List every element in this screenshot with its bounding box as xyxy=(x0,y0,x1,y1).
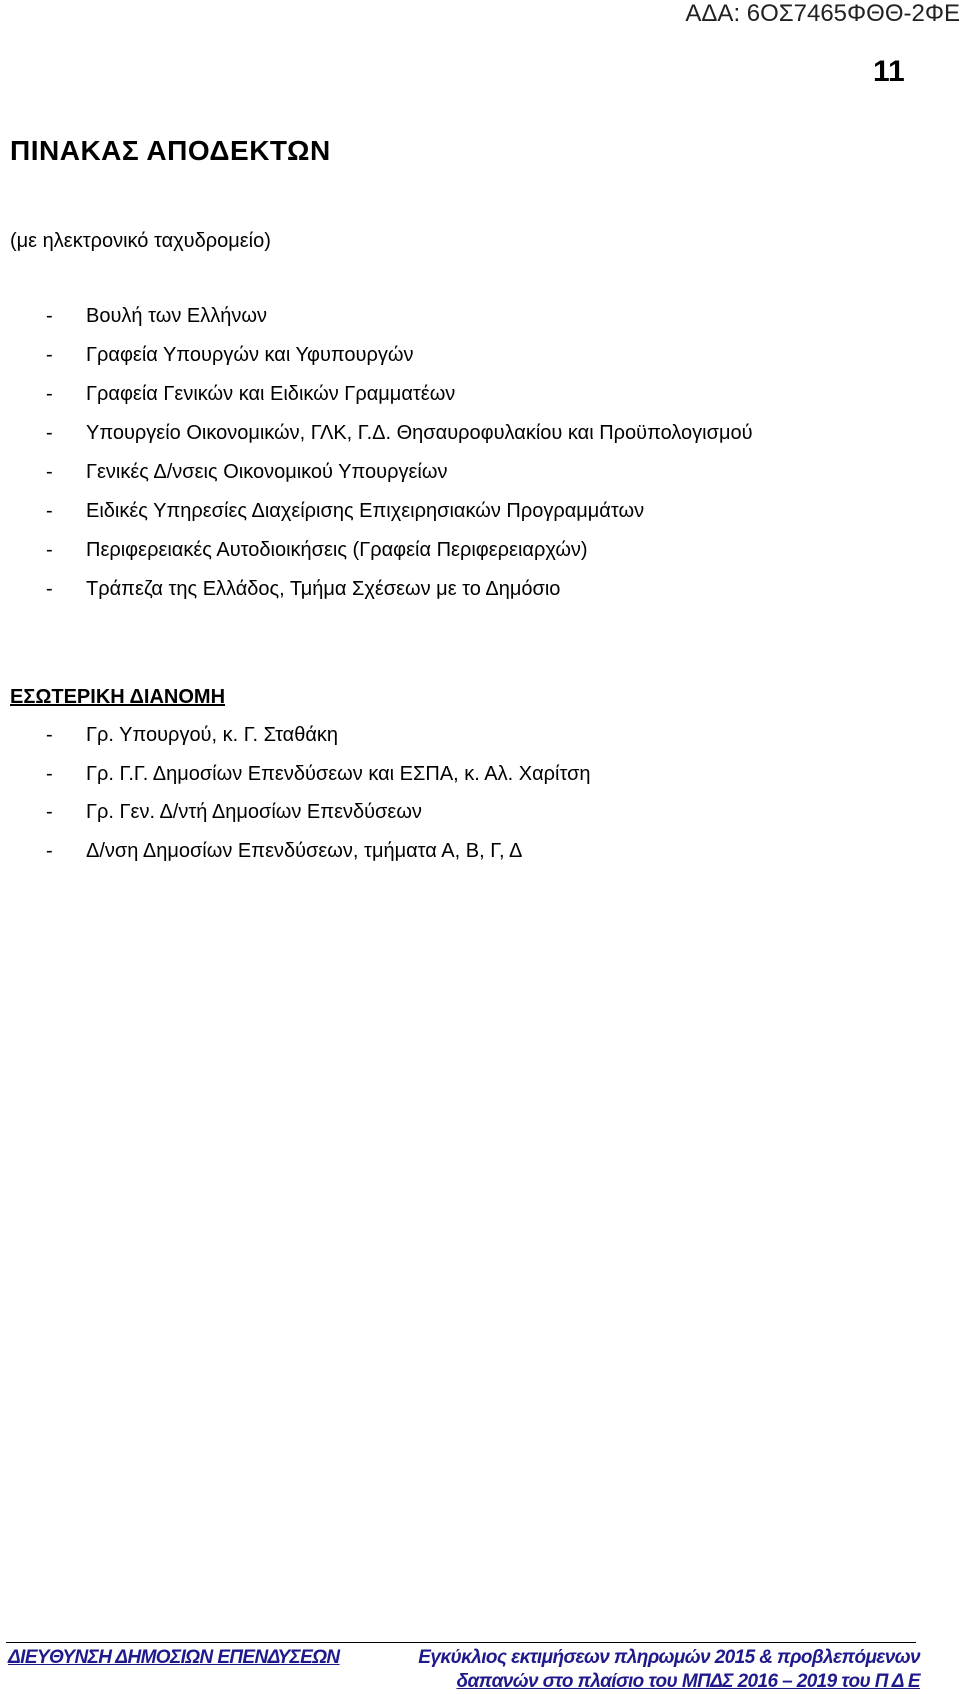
bullet-dash: - xyxy=(46,383,53,405)
internal-distribution-heading: ΕΣΩΤΕΡΙΚΗ ΔΙΑΝΟΜΗ xyxy=(10,686,226,708)
recipient-list xyxy=(40,303,753,615)
bullet-dash: - xyxy=(46,500,53,522)
bullet-dash: - xyxy=(46,305,53,327)
footer-department: ΔΙΕΥΘΥΝΣΗ ΔΗΜΟΣΙΩΝ ΕΠΕΝΔΥΣΕΩΝ xyxy=(8,1647,340,1668)
recipient-item xyxy=(40,459,753,498)
bullet-dash: - xyxy=(46,839,53,862)
footer-circular-line-2: δαπανών στο πλαίσιο του ΜΠΔΣ 2016 – 2019 του Π Δ Ε xyxy=(456,1671,920,1692)
bullet-dash: - xyxy=(46,578,53,600)
recipient-item xyxy=(40,498,753,537)
recipient-label: Τράπεζα της Ελλάδος, Τμήμα Σχέσεων με το Δημόσιο xyxy=(86,578,561,600)
recipient-label: Γραφεία Υπουργών και Υφυπουργών xyxy=(86,344,414,366)
delivery-method-note: (με ηλεκτρονικό ταχυδρομείο) xyxy=(10,230,271,252)
internal-item xyxy=(40,722,591,761)
recipient-item xyxy=(40,576,753,615)
recipient-label: Περιφερειακές Αυτοδιοικήσεις (Γραφεία Περιφερειαρχών) xyxy=(86,539,588,561)
internal-label: Γρ. Υπουργού, κ. Γ. Σταθάκη xyxy=(86,724,339,746)
page-title: ΠΙΝΑΚΑΣ ΑΠΟΔΕΚΤΩΝ xyxy=(10,135,331,166)
recipient-item xyxy=(40,381,753,420)
bullet-dash: - xyxy=(46,762,53,785)
recipient-label: Γραφεία Γενικών και Ειδικών Γραμματέων xyxy=(86,383,456,405)
recipient-item xyxy=(40,303,753,342)
internal-item xyxy=(40,799,591,838)
recipient-item xyxy=(40,537,753,576)
recipient-label: Υπουργείο Οικονομικών, ΓΛΚ, Γ.Δ. Θησαυροφυλακίου και Προϋπολογισμού xyxy=(86,422,753,444)
ada-code: ΑΔΑ: 6ΟΣ7465ΦΘΘ-2ΦΕ xyxy=(685,0,960,27)
bullet-dash: - xyxy=(46,539,53,561)
footer-divider xyxy=(6,1642,916,1643)
page-number: 11 xyxy=(873,55,905,88)
internal-label: Δ/νση Δημοσίων Επενδύσεων, τμήματα Α, Β, Γ, Δ xyxy=(86,839,523,862)
bullet-dash: - xyxy=(46,461,53,483)
bullet-dash: - xyxy=(46,422,53,444)
internal-item xyxy=(40,761,591,800)
internal-item xyxy=(40,838,591,877)
recipient-label: Ειδικές Υπηρεσίες Διαχείρισης Επιχειρησιακών Προγραμμάτων xyxy=(86,500,645,522)
internal-label: Γρ. Γ.Γ. Δημοσίων Επενδύσεων και ΕΣΠΑ, κ. Αλ. Χαρίτση xyxy=(86,762,591,785)
recipient-item xyxy=(40,342,753,381)
recipient-item xyxy=(40,420,753,459)
recipient-label: Γενικές Δ/νσεις Οικονομικού Υπουργείων xyxy=(86,461,448,483)
recipient-label: Βουλή των Ελλήνων xyxy=(86,305,267,327)
bullet-dash: - xyxy=(46,801,53,823)
internal-distribution-list xyxy=(40,722,591,876)
bullet-dash: - xyxy=(46,344,53,366)
internal-label: Γρ. Γεν. Δ/ντή Δημοσίων Επενδύσεων xyxy=(86,801,422,823)
footer-circular-title xyxy=(418,1646,920,1694)
footer-circular-line-1: Εγκύκλιος εκτιμήσεων πληρωμών 2015 & προβλεπόμενων xyxy=(418,1647,920,1668)
bullet-dash: - xyxy=(46,724,53,746)
